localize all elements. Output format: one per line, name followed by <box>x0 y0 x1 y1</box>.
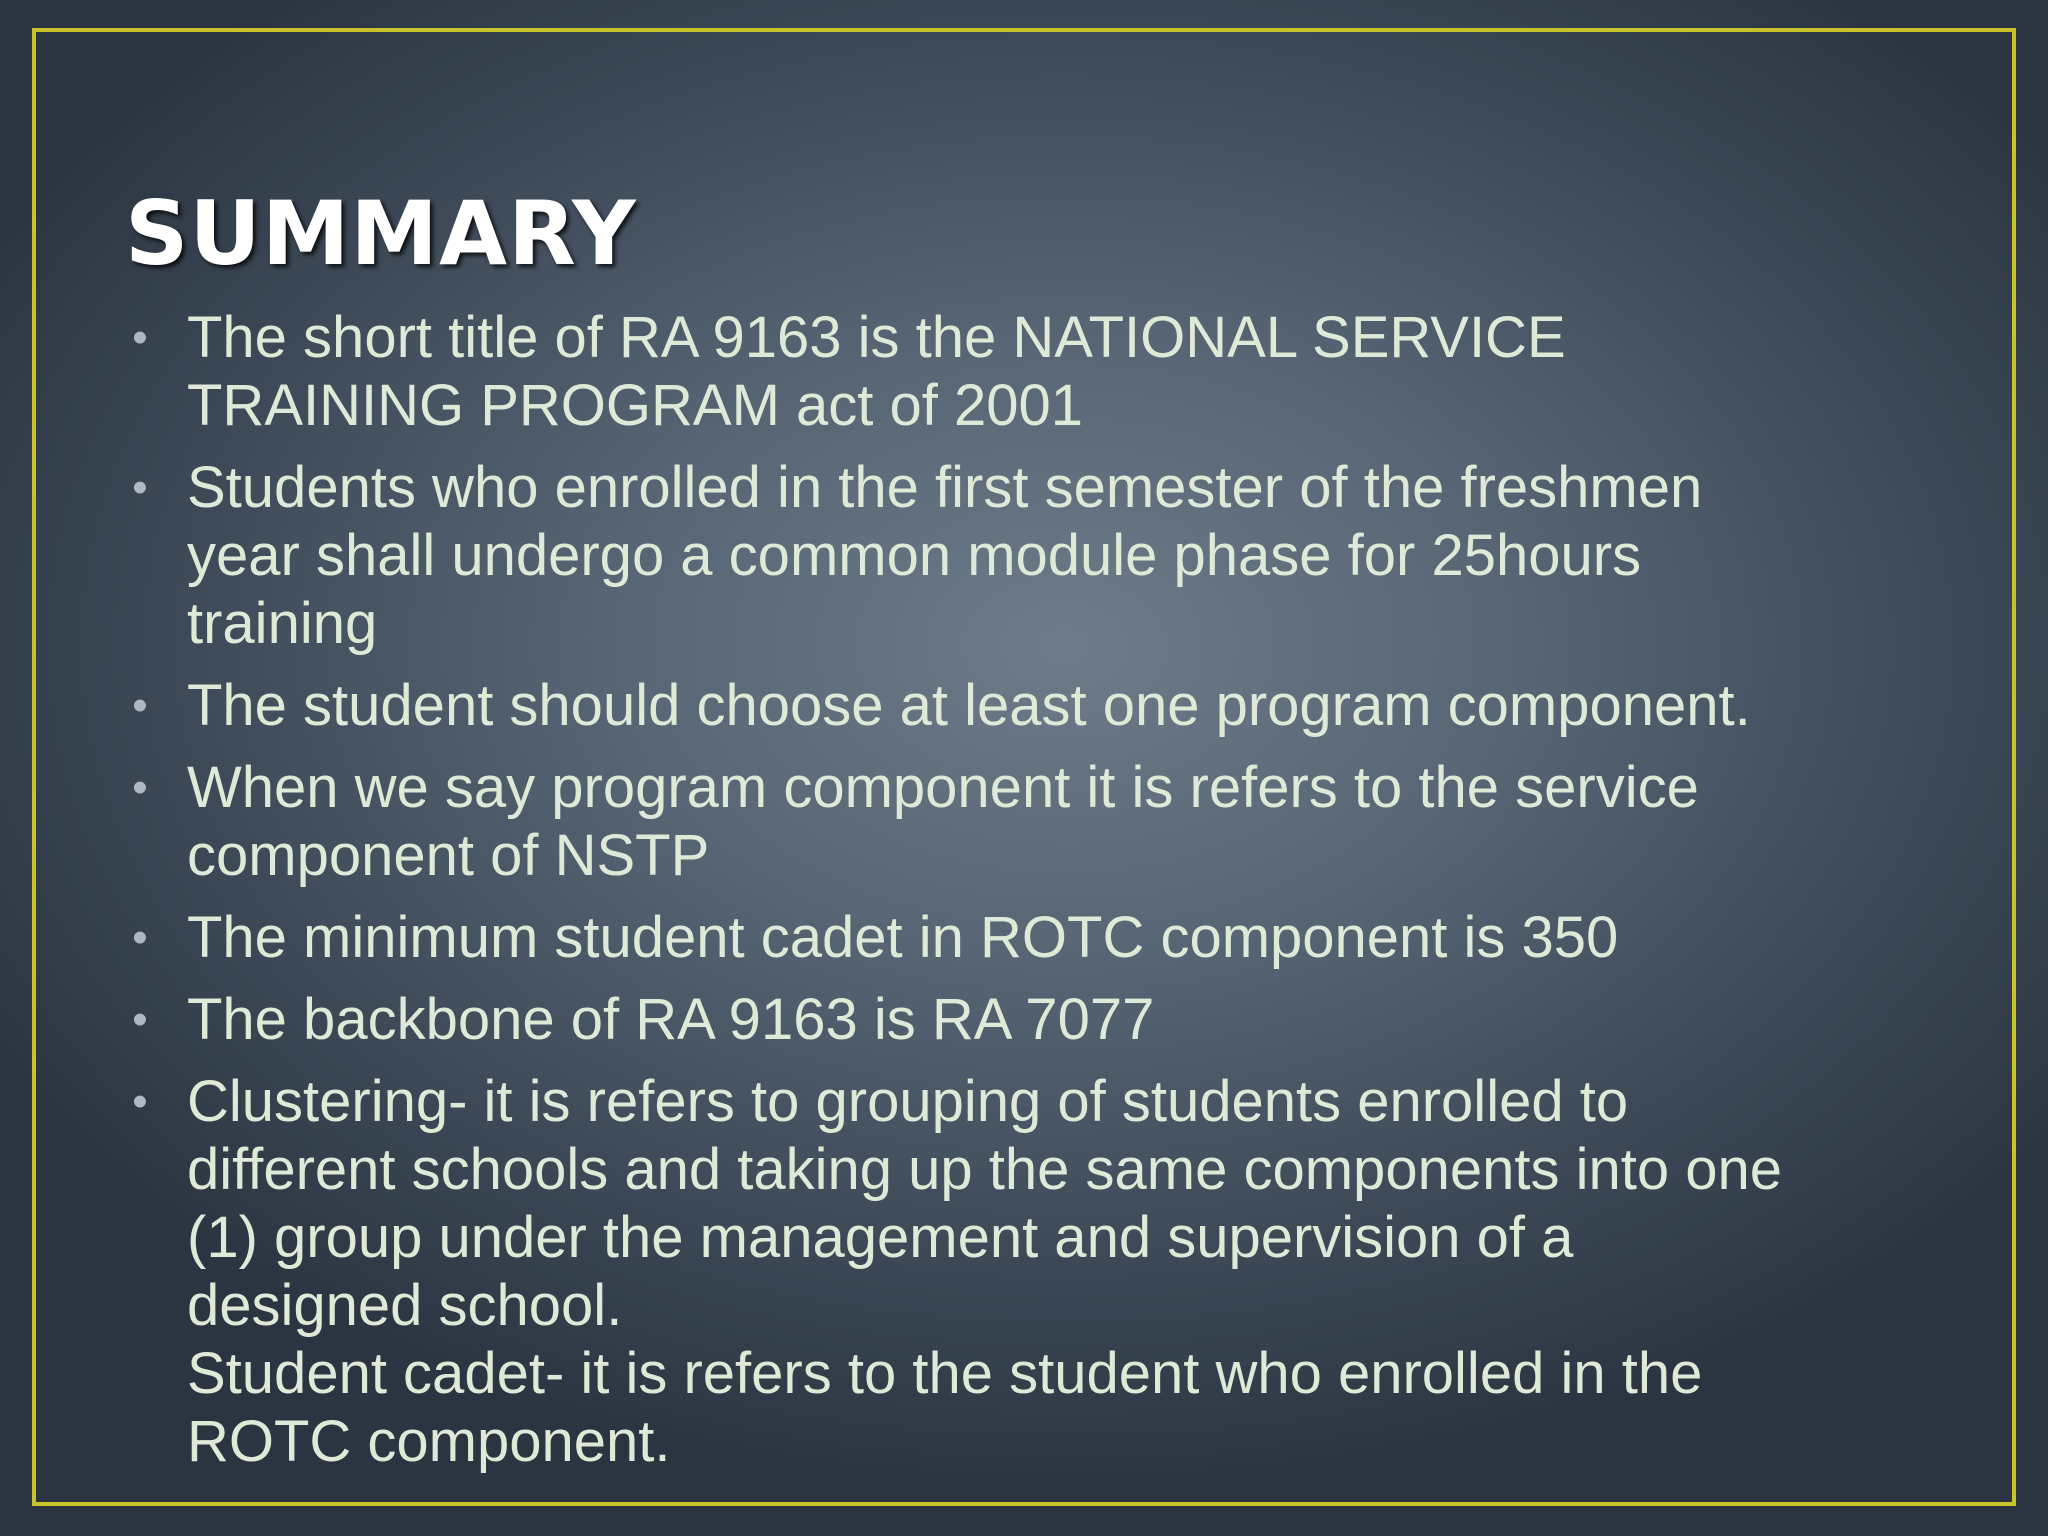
bullet-icon: • <box>132 313 148 362</box>
bullet-icon: • <box>132 913 148 962</box>
bullet-text: The short title of RA 9163 is the NATIONAL SERVICE TRAINING PROGRAM act of 2001 <box>187 305 1566 438</box>
bullet-text: When we say program component it is refers to the service component of NSTP <box>187 755 1699 888</box>
bullet-item <box>125 304 1925 440</box>
bullet-item <box>125 672 1925 740</box>
bullet-item <box>125 1068 1925 1476</box>
bullet-text: Clustering- it is refers to grouping of students enrolled to different schools and taking up the same components into one (1) group under the management and supervision of a designed school. Student cadet- it is refers to the student who enrolled in the ROTC component. <box>187 1069 1782 1474</box>
bullet-icon: • <box>132 463 148 512</box>
bullet-text: The minimum student cadet in ROTC component is 350 <box>187 905 1619 970</box>
bullet-item <box>125 986 1925 1054</box>
bullet-icon: • <box>132 763 148 812</box>
bullet-item <box>125 904 1925 972</box>
bullet-text: Students who enrolled in the first semester of the freshmen year shall undergo a common module phase for 25hours training <box>187 455 1703 656</box>
bullet-icon: • <box>132 681 148 730</box>
bullet-list <box>125 304 1925 1490</box>
bullet-item <box>125 754 1925 890</box>
bullet-icon: • <box>132 1077 148 1126</box>
bullet-text: The backbone of RA 9163 is RA 7077 <box>187 987 1155 1052</box>
bullet-icon: • <box>132 995 148 1044</box>
slide-title: SUMMARY <box>125 182 637 285</box>
bullet-item <box>125 454 1925 658</box>
bullet-text: The student should choose at least one program component. <box>187 673 1751 738</box>
